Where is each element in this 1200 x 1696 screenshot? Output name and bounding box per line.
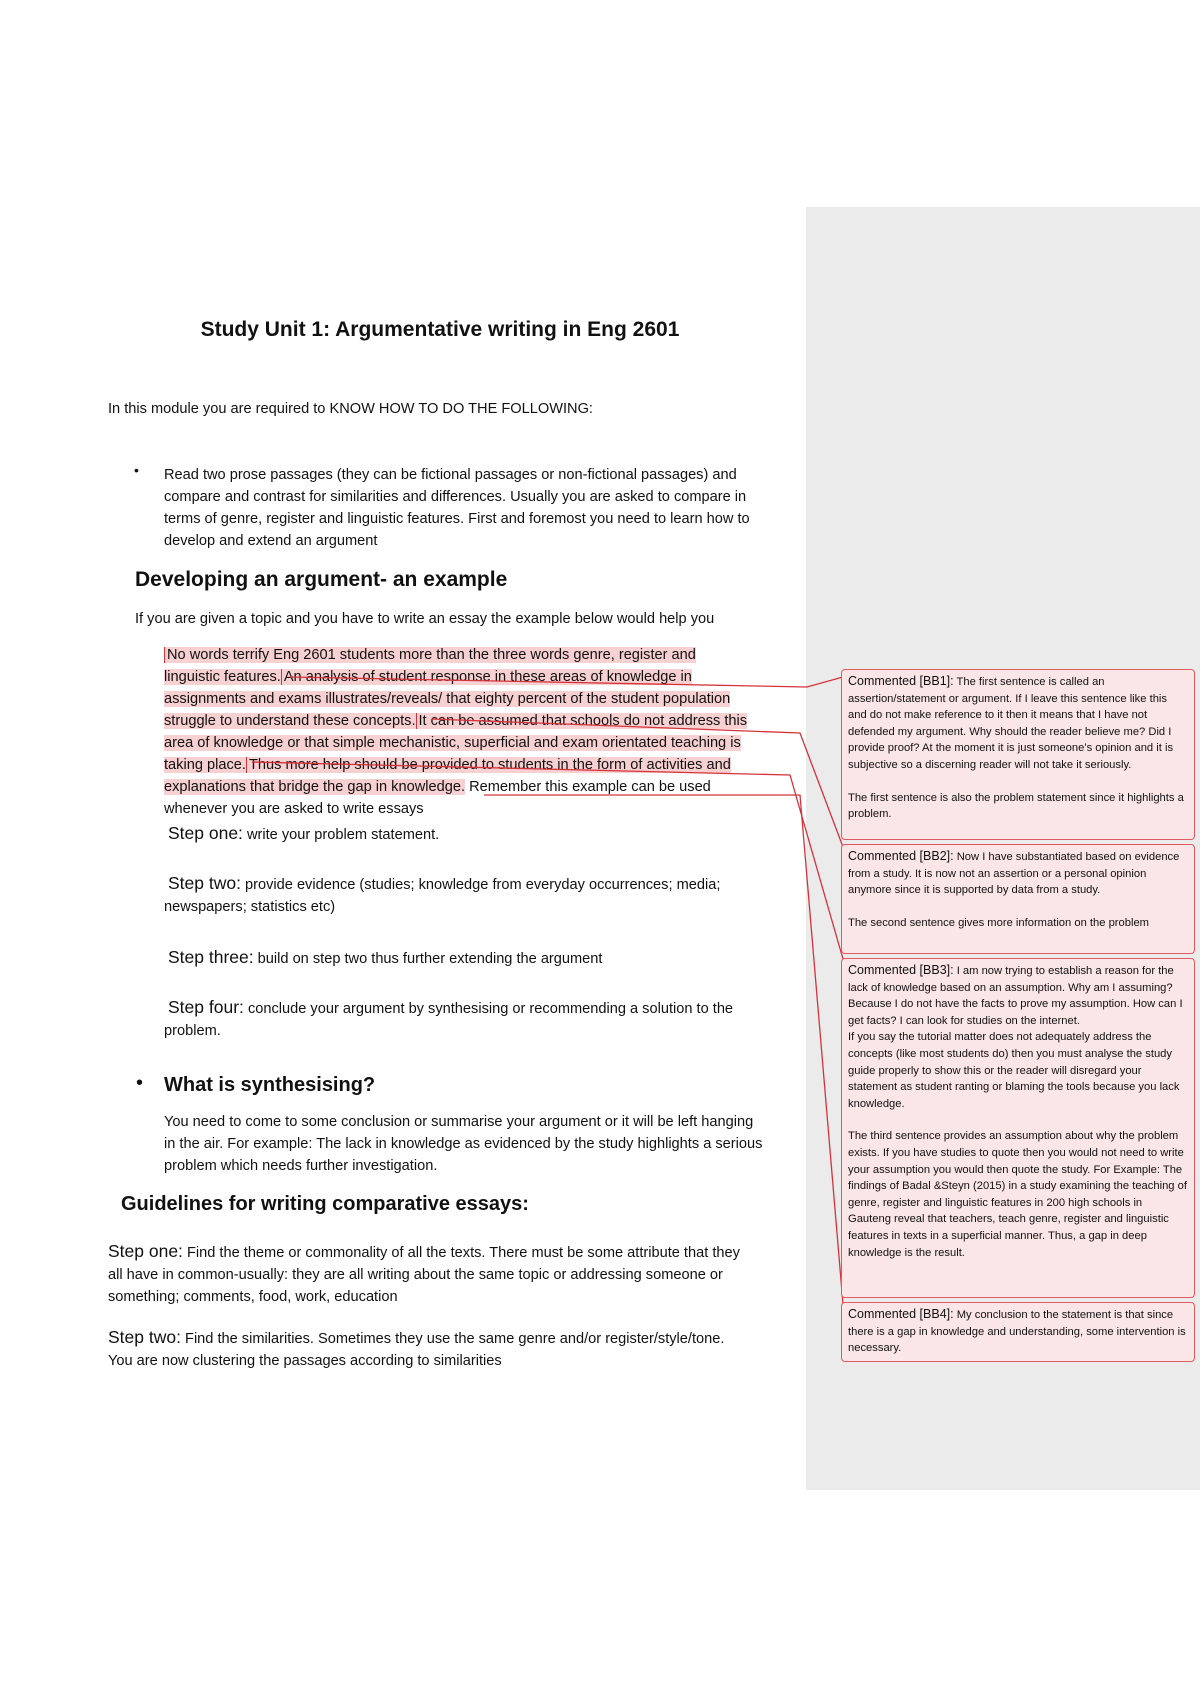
comment-text: The first sentence is also the problem statement since it highlights a problem. — [848, 791, 1184, 821]
text-line: develop and extend an argument — [164, 533, 378, 549]
comment-text: The first sentence is called an assertion/statement or argument. If I leave this sentence like this and do not make reference to it then it means that I have not defended my argument. Why should the reader believe me? Did I provide proof? At the moment it is just someone’s opinion and it is subjective so a discerning reader will not take it seriously. — [848, 676, 1174, 771]
comment-bb2[interactable] — [841, 844, 1195, 954]
bullet-icon: • — [136, 1072, 144, 1094]
highlight-bb2[interactable]: assignments and exams illustrates/reveals/ that eighty percent of the student population — [164, 691, 731, 707]
step-text: provide evidence (studies; knowledge from everyday occurrences; media; — [240, 877, 721, 893]
step-text: something; comments, food, work, education — [108, 1289, 398, 1305]
bullet-icon: • — [134, 462, 139, 478]
comment-text: My conclusion to the statement is that since there is a gap in knowledge and understanding, some intervention is necessary. — [848, 1309, 1186, 1355]
bullet-paragraph — [164, 464, 804, 552]
step-three — [168, 946, 602, 970]
text-line — [164, 754, 804, 776]
comment-bb4[interactable] — [841, 1302, 1195, 1362]
comment-text: I am now trying to establish a reason for the lack of knowledge based on an assumption. Why am I assuming? Because I do not have the facts to prove my assumption. How can I get facts? I can look for studies on the internet. — [848, 965, 1183, 1027]
step-text: write your problem statement. — [242, 827, 440, 843]
text-line — [164, 732, 804, 754]
text-line: compare and contrast for similarities and differences. Usually you are asked to compare in — [164, 489, 747, 505]
highlight-bb3[interactable]: area of knowledge or that simple mechanistic, superficial and exam orientated teaching is — [164, 735, 741, 751]
step-text: Find the similarities. Sometimes they use the same genre and/or register/style/tone. — [180, 1331, 725, 1347]
guide-step-two — [108, 1326, 808, 1372]
highlight-bb4[interactable]: Thus more help should be provided to students in the form of activities and — [246, 757, 731, 773]
comment-text: The third sentence provides an assumption about why the problem exists. If you have studies to quote then you would not need to write your assumption you would then quote the study. For Example: The findings of Badal &Steyn (2015) in a study examining the teaching of genre, register and linguistic features in 200 high schools in Gauteng reveal that teachers, teach genre, register and linguistic features in texts in a superficial manner. Thus, a gap in deep knowledge is the result. — [848, 1130, 1187, 1259]
highlight-bb4[interactable]: explanations that bridge the gap in knowledge. — [164, 779, 466, 795]
step-text: newspapers; statistics etc) — [164, 899, 336, 915]
comment-label: Commented [BB2]: — [848, 849, 954, 863]
comment-label: Commented [BB3]: — [848, 963, 954, 977]
topic-line: If you are given a topic and you have to write an essay the example below would help you — [135, 611, 715, 627]
example-paragraph — [164, 644, 804, 820]
step-label: Step three: — [168, 947, 254, 967]
step-label: Step two: — [168, 873, 241, 893]
comment-bb3[interactable] — [841, 958, 1195, 1298]
text-line: whenever you are asked to write essays — [164, 801, 424, 817]
text-line: in the air. For example: The lack in knowledge as evidenced by the study highlights a serious — [164, 1136, 763, 1152]
highlight-bb3[interactable]: It can be assumed that schools do not address this — [416, 713, 748, 729]
step-two — [164, 872, 808, 918]
step-label: Step four: — [168, 997, 244, 1017]
text-line — [164, 666, 804, 688]
guide-step-one — [108, 1240, 808, 1308]
text-line: problem which needs further investigation. — [164, 1158, 438, 1174]
step-label: Step two: — [108, 1327, 181, 1347]
step-label: Step one: — [168, 823, 243, 843]
developing-heading: Developing an argument- an example — [135, 568, 508, 591]
comment-text: Now I have substantiated based on evidence from a study. It is now not an assertion or a personal opinion anymore since it is supported by data from a study. — [848, 851, 1180, 897]
text-line — [164, 688, 804, 710]
step-one — [168, 822, 439, 846]
example-remember-text: Remember this example can be used — [465, 779, 711, 795]
comment-text: The second sentence gives more information on the problem — [848, 916, 1149, 929]
highlight-bb1[interactable]: No words terrify Eng 2601 students more than the three words genre, register and — [164, 647, 696, 663]
step-text: conclude your argument by synthesising or recommending a solution to the — [243, 1001, 734, 1017]
intro-line: In this module you are required to KNOW HOW TO DO THE FOLLOWING: — [108, 401, 593, 417]
text-line — [164, 710, 804, 732]
comment-label: Commented [BB4]: — [848, 1307, 954, 1321]
step-text: all have in common-usually: they are all writing about the same topic or addressing someone or — [108, 1267, 723, 1283]
text-line — [164, 644, 804, 666]
guidelines-heading: Guidelines for writing comparative essays: — [121, 1193, 529, 1215]
comment-label: Commented [BB1]: — [848, 674, 954, 688]
text-line — [164, 776, 804, 798]
text-line: terms of genre, register and linguistic features. First and foremost you need to learn how to — [164, 511, 750, 527]
highlight-bb2[interactable]: An analysis of student response in these areas of knowledge in — [281, 669, 692, 685]
highlight-bb3[interactable]: taking place. — [164, 757, 246, 773]
step-text: Find the theme or commonality of all the texts. There must be some attribute that they — [182, 1245, 740, 1261]
highlight-bb1[interactable]: linguistic features. — [164, 669, 281, 685]
step-text: build on step two thus further extending the argument — [253, 951, 603, 967]
step-text: problem. — [164, 1023, 221, 1039]
text-line: You need to come to some conclusion or summarise your argument or it will be left hanging — [164, 1114, 754, 1130]
step-four — [164, 996, 808, 1042]
step-text: You are now clustering the passages according to similarities — [108, 1353, 502, 1369]
text-line: Read two prose passages (they can be fictional passages or non-fictional passages) and — [164, 467, 737, 483]
highlight-bb2[interactable]: struggle to understand these concepts. — [164, 713, 416, 729]
synth-paragraph — [164, 1111, 804, 1177]
page-title: Study Unit 1: Argumentative writing in Eng 2601 — [200, 318, 680, 341]
comment-text: If you say the tutorial matter does not adequately address the concepts (like most students do) then you must analyse the study guide properly to show this or the reader will disregard your statement as student ranting or blaming the tools because you lack knowledge. — [848, 1031, 1180, 1110]
step-label: Step one: — [108, 1241, 183, 1261]
comment-bb1[interactable] — [841, 669, 1195, 840]
synth-heading: What is synthesising? — [164, 1074, 376, 1096]
